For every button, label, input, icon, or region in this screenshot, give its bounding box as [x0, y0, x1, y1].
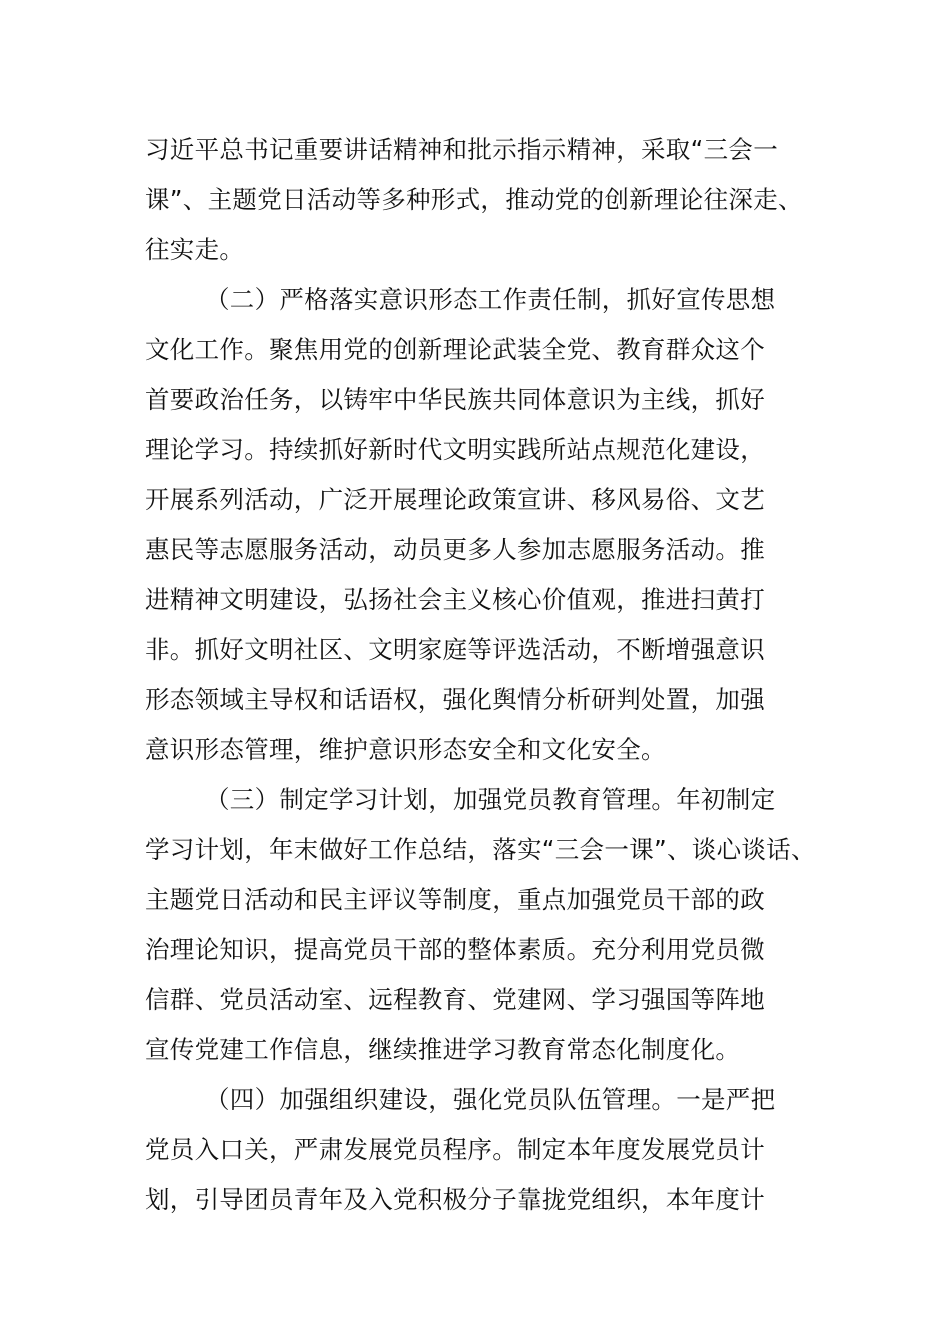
text-line: 信群、党员活动室、远程教育、党建网、学习强国等阵地	[145, 985, 765, 1014]
section-4-heading-line: （四）加强组织建设，强化党员队伍管理。一是严把	[205, 1085, 776, 1114]
text-line: 划，引导团员青年及入党积极分子靠拢党组织，本年度计	[145, 1185, 765, 1214]
section-2-heading-line: （二）严格落实意识形态工作责任制，抓好宣传思想	[205, 285, 776, 314]
text-line: 学习计划，年末做好工作总结，落实“三会一课”、谈心谈话、	[145, 835, 816, 864]
text-line: 理论学习。持续抓好新时代文明实践所站点规范化建设，	[145, 435, 765, 464]
text-line: 惠民等志愿服务活动，动员更多人参加志愿服务活动。推	[145, 535, 765, 564]
text-line: 党员入口关，严肃发展党员程序。制定本年度发展党员计	[145, 1135, 765, 1164]
text-line: 非。抓好文明社区、文明家庭等评选活动，不断增强意识	[145, 635, 765, 664]
text-line: 文化工作。聚焦用党的创新理论武装全党、教育群众这个	[145, 335, 765, 364]
section-3-heading-line: （三）制定学习计划，加强党员教育管理。年初制定	[205, 785, 776, 814]
text-line: 治理论知识，提高党员干部的整体素质。充分利用党员微	[145, 935, 765, 964]
text-line: 习近平总书记重要讲话精神和批示指示精神，采取“三会一	[145, 135, 778, 164]
text-line: 首要政治任务，以铸牢中华民族共同体意识为主线，抓好	[145, 385, 765, 414]
text-line: 主题党日活动和民主评议等制度，重点加强党员干部的政	[145, 885, 765, 914]
text-line: 形态领域主导权和话语权，强化舆情分析研判处置，加强	[145, 685, 765, 714]
text-line: 进精神文明建设，弘扬社会主义核心价值观，推进扫黄打	[145, 585, 765, 614]
text-line: 开展系列活动，广泛开展理论政策宣讲、移风易俗、文艺	[145, 485, 765, 514]
text-line: 往实走。	[145, 235, 245, 264]
text-line: 课”、主题党日活动等多种形式，推动党的创新理论往深走、	[145, 185, 803, 214]
text-line: 意识形态管理，维护意识形态安全和文化安全。	[145, 735, 666, 764]
text-line: 宣传党建工作信息，继续推进学习教育常态化制度化。	[145, 1035, 741, 1064]
